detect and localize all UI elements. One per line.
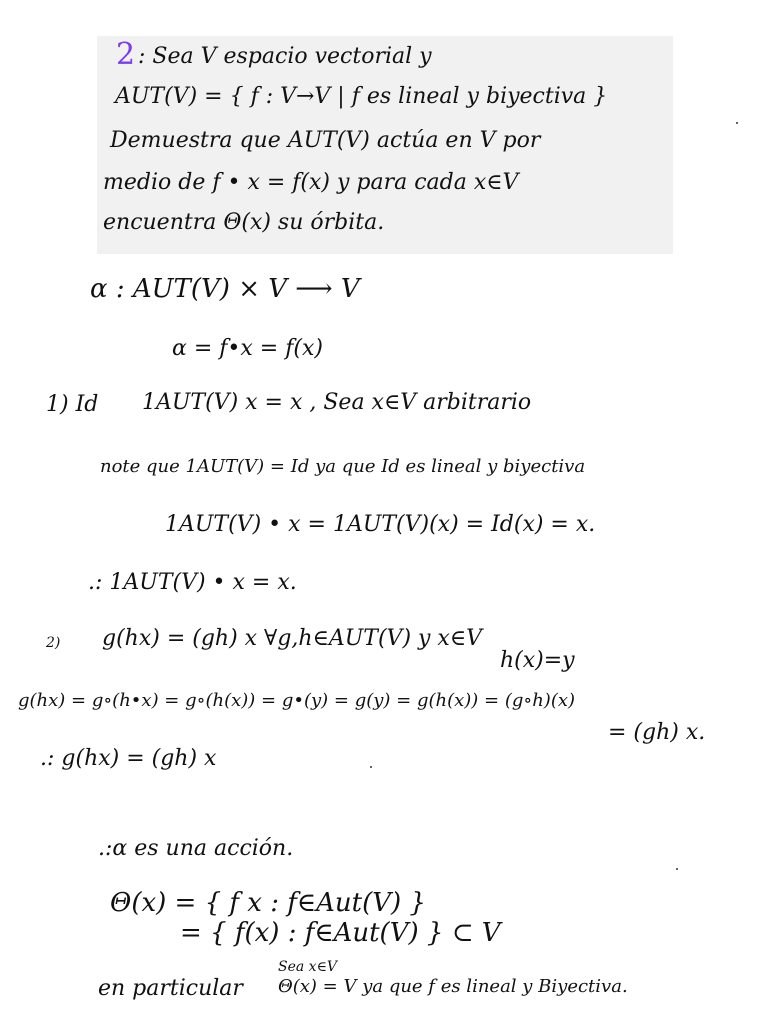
stray-dot — [370, 766, 372, 768]
particular-sea: Sea x∈V — [278, 959, 338, 975]
orbit-line-1: Θ(x) = { f x : f∈Aut(V) } — [110, 888, 426, 918]
step1-conclusion: .: 1AUT(V) • x = x. — [88, 570, 297, 595]
final-conclusion: .:α es una acción. — [98, 836, 294, 861]
particular-label: en particular — [98, 976, 243, 1001]
problem-line-5: encuentra Θ(x) su órbita. — [103, 210, 385, 235]
step1-statement: 1AUT(V) x = x , Sea x∈V arbitrario — [142, 390, 532, 415]
problem-line-3: Demuestra que AUT(V) actúa en V por — [110, 128, 541, 153]
step1-note: note que 1AUT(V) = Id ya que Id es lineal y biyectiva — [100, 456, 586, 477]
orbit-line-2: = { f(x) : f∈Aut(V) } ⊂ V — [180, 918, 501, 948]
step2-label: 2) — [46, 635, 61, 651]
step2-statement: g(hx) = (gh) x ∀g,h∈AUT(V) y x∈V — [102, 626, 483, 651]
problem-line-4: medio de f • x = f(x) y para cada x∈V — [103, 170, 519, 195]
stray-dot — [676, 868, 678, 870]
stray-dot — [736, 122, 738, 124]
problem-line-2: AUT(V) = { f : V→V | f es lineal y biyectiva } — [115, 84, 608, 109]
problem-line-1: : Sea V espacio vectorial y — [138, 44, 432, 69]
step1-label: 1) Id — [46, 392, 99, 417]
step2-conclusion: .: g(hx) = (gh) x — [40, 746, 217, 771]
problem-number: 2 — [116, 37, 136, 72]
particular-statement: Θ(x) = V ya que f es lineal y Biyectiva. — [278, 976, 628, 997]
step2-calculation-cont: = (gh) x. — [608, 720, 706, 745]
step2-calculation: g(hx) = g∘(h•x) = g∘(h(x)) = g•(y) = g(y) = g(h(x)) = (g∘h)(x) — [18, 690, 576, 711]
step2-aside: h(x)=y — [500, 648, 575, 673]
step1-calculation: 1AUT(V) • x = 1AUT(V)(x) = Id(x) = x. — [165, 512, 596, 537]
action-definition: α = f•x = f(x) — [172, 336, 323, 361]
action-map: α : AUT(V) × V ⟶ V — [90, 274, 360, 304]
